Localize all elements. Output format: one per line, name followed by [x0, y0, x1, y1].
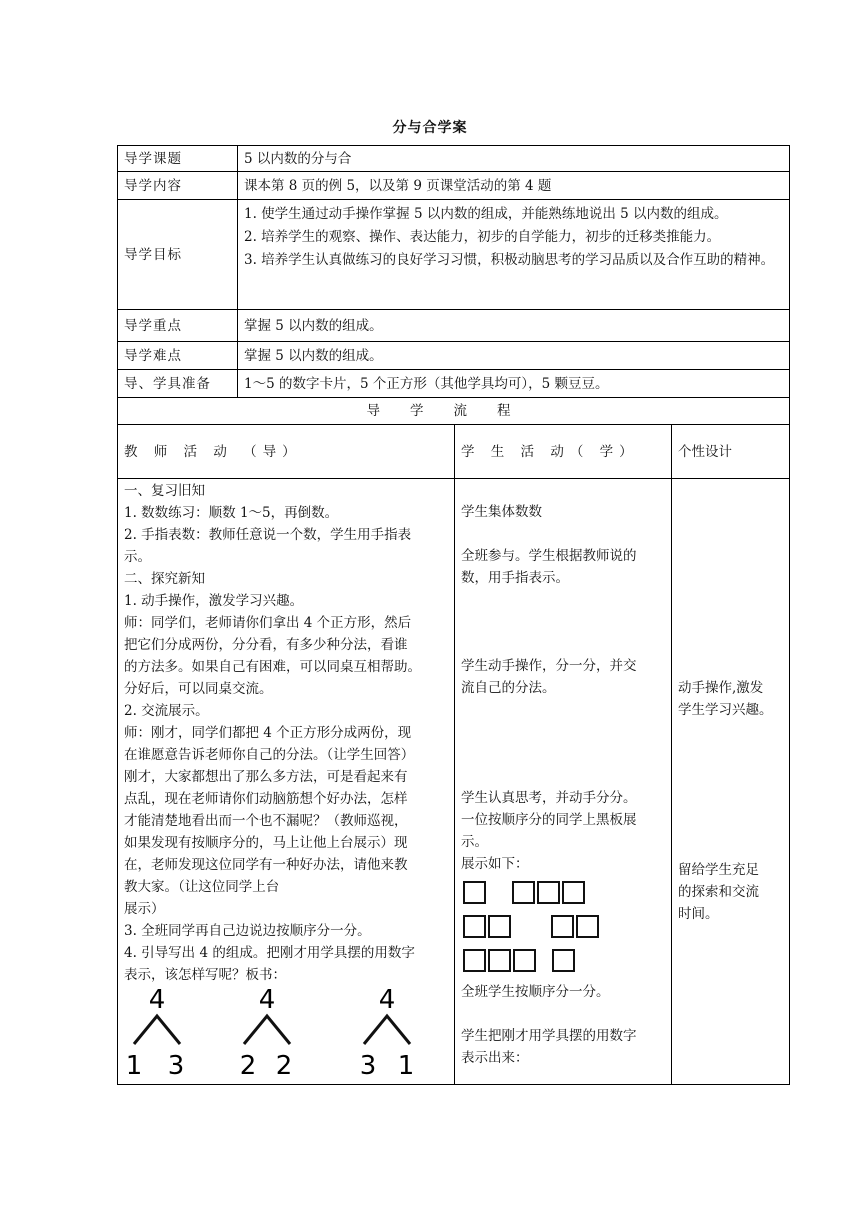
teacher-line: 示。 — [124, 549, 151, 565]
design-line: 动手操作,激发 — [678, 680, 764, 696]
student-activity-cell — [455, 479, 672, 1085]
teacher-line: 师：同学们，老师请你们拿出 4 个正方形，然后 — [124, 615, 412, 631]
goals-label: 导学目标 — [118, 200, 238, 310]
teacher-line: 师：刚才，同学们都把 4 个正方形分成两份，现 — [124, 725, 412, 741]
tree-right-number: 1 — [397, 1051, 415, 1078]
teacher-line: 刚才，大家都想出了那么多方法，可是看起来有 — [124, 769, 408, 785]
tree-right-number: 3 — [167, 1051, 185, 1078]
teacher-line: 展示） — [124, 901, 165, 917]
student-line: 全班参与。学生根据教师说的 — [461, 548, 637, 564]
student-line: 数，用手指表示。 — [461, 570, 569, 586]
composition-trees — [124, 986, 448, 1078]
teacher-line: 在谁愿意告诉老师你自己的分法。（让学生回答） — [124, 747, 415, 763]
student-line: 学生动手操作，分一分，并交 — [461, 658, 637, 674]
content-label: 导学内容 — [118, 172, 238, 200]
tree-top-number: 4 — [378, 986, 396, 1015]
composition-tree — [236, 986, 298, 1078]
tree-left-number: 2 — [239, 1051, 257, 1078]
design-cell — [672, 479, 790, 1085]
lesson-plan-table — [117, 145, 790, 1085]
teacher-activity-cell — [118, 479, 455, 1085]
design-line: 时间。 — [678, 906, 719, 922]
flow-heading: 导学流程 — [118, 398, 790, 425]
document-title: 分与合学案 — [392, 120, 468, 136]
student-line: 全班学生按顺序分一分。 — [461, 984, 610, 1000]
design-line: 学生学习兴趣。 — [678, 702, 773, 718]
content-value: 课本第 8 页的例 5，以及第 9 页课堂活动的第 4 题 — [238, 172, 790, 200]
key-label: 导学重点 — [118, 310, 238, 342]
square-groups — [461, 875, 665, 977]
teacher-line: 1. 数数练习：顺数 1～5，再倒数。 — [124, 505, 339, 521]
student-column-header: 学 生 活 动（ 学） — [455, 425, 672, 479]
topic-value: 5 以内数的分与合 — [238, 146, 790, 172]
teacher-line: 分好后，可以同桌交流。 — [124, 681, 273, 697]
teacher-line: 把它们分成两份，分分看，有多少种分法，看谁 — [124, 637, 408, 653]
student-line: 表示出来： — [461, 1050, 529, 1066]
teacher-line: 的方法多。如果自己有困难，可以同桌互相帮助。 — [124, 659, 421, 675]
teacher-line: 一、复习旧知 — [124, 483, 205, 499]
design-line: 的探索和交流 — [678, 884, 759, 900]
difficulty-value: 掌握 5 以内数的组成。 — [238, 342, 790, 370]
design-column-header: 个性设计 — [672, 425, 790, 479]
student-line: 学生集体数数 — [461, 504, 542, 520]
teacher-line: 4. 引导写出 4 的组成。把刚才用学具摆的用数字 — [124, 945, 415, 961]
teacher-line: 3. 全班同学再自己边说边按顺序分一分。 — [124, 923, 371, 939]
student-line: 示。 — [461, 834, 488, 850]
student-line: 学生认真思考，并动手分分。 — [461, 790, 637, 806]
teacher-line: 如果发现有按顺序分的，马上让他上台展示）现 — [124, 835, 408, 851]
tree-left-number: 3 — [359, 1051, 377, 1078]
teacher-line: 2. 手指表数：教师任意说一个数，学生用手指表 — [124, 527, 412, 543]
student-line: 一位按顺序分的同学上黑板展 — [461, 812, 637, 828]
teacher-line: 1. 动手操作，激发学习兴趣。 — [124, 593, 304, 609]
prep-value: 1～5 的数字卡片，5 个正方形（其他学具均可），5 颗豆豆。 — [238, 370, 790, 398]
difficulty-label: 导学难点 — [118, 342, 238, 370]
tree-left-number: 1 — [126, 1051, 143, 1078]
goal-item: 3. 培养学生认真做练习的良好学习习惯，积极动脑思考的学习品质以及合作互助的精神。 — [244, 252, 775, 268]
teacher-line: 在，老师发现这位同学有一种好办法，请他来教 — [124, 857, 408, 873]
key-value: 掌握 5 以内数的组成。 — [238, 310, 790, 342]
goal-item: 1. 使学生通过动手操作掌握 5 以内数的组成，并能熟练地说出 5 以内数的组成。 — [244, 206, 728, 222]
goals-value — [238, 200, 790, 310]
student-line: 流自己的分法。 — [461, 680, 556, 696]
teacher-line: 二、探究新知 — [124, 571, 205, 587]
composition-tree — [356, 986, 418, 1078]
tree-top-number: 4 — [148, 986, 166, 1015]
composition-tree — [126, 986, 188, 1078]
teacher-line: 教大家。（让这位同学上台 — [124, 879, 280, 895]
student-line: 展示如下： — [461, 856, 529, 872]
prep-label: 导、学具准备 — [118, 370, 238, 398]
student-line: 学生把刚才用学具摆的用数字 — [461, 1028, 637, 1044]
teacher-line: 表示，该怎样写呢？板书： — [124, 967, 286, 983]
goal-item: 2. 培养学生的观察、操作、表达能力，初步的自学能力，初步的迁移类推能力。 — [244, 229, 721, 245]
teacher-column-header: 教 师 活 动 （导） — [118, 425, 455, 479]
tree-top-number: 4 — [258, 986, 276, 1015]
tree-right-number: 2 — [275, 1051, 293, 1078]
design-line: 留给学生充足 — [678, 862, 759, 878]
teacher-line: 才能清楚地看出而一个也不漏呢？（教师巡视， — [124, 813, 408, 829]
teacher-line: 2. 交流展示。 — [124, 703, 209, 719]
topic-label: 导学课题 — [118, 146, 238, 172]
teacher-line: 点乱，现在老师请你们动脑筋想个好办法，怎样 — [124, 791, 408, 807]
